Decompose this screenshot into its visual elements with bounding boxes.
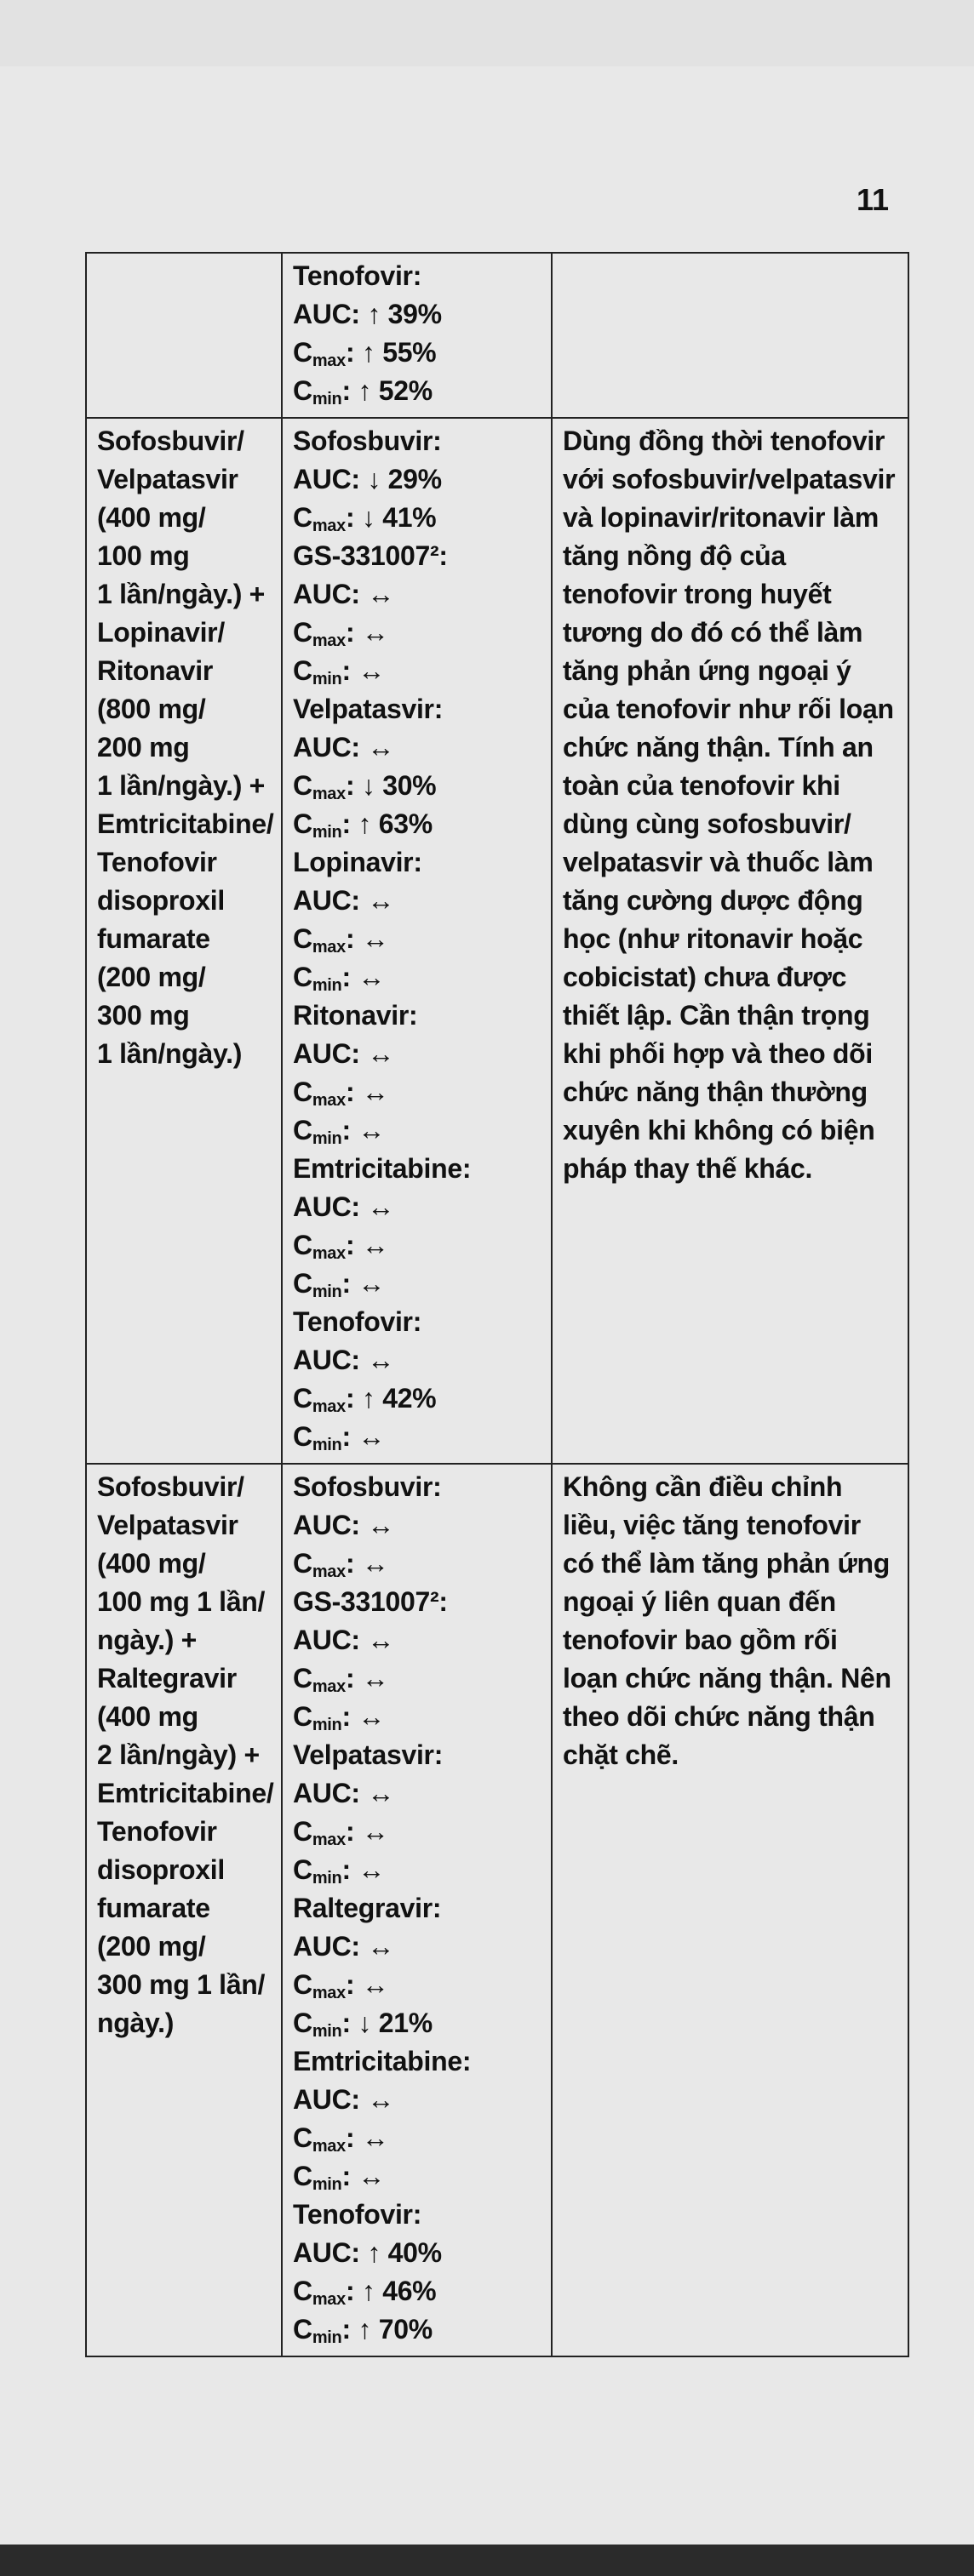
cell-line: $C_{max}$: ↑ 55% xyxy=(293,337,437,370)
cell-line: Ritonavir xyxy=(97,655,213,686)
cell-line: $C_{max}$: ↔ xyxy=(293,1230,389,1263)
cell-line: Lopinavir/ xyxy=(97,617,225,648)
cell-line: $C_{max}$: ↔ xyxy=(293,1077,389,1110)
cell-line: Emtricitabine: xyxy=(293,1153,472,1184)
cell-line: $C_{min}$: ↔ xyxy=(293,2161,386,2194)
cell-line: ngày.) xyxy=(97,2008,175,2038)
cell-line: AUC: ↔ xyxy=(293,1038,395,1069)
cell-line: $C_{min}$: ↔ xyxy=(293,655,386,688)
cell-line: ngày.) + xyxy=(97,1625,198,1655)
cell-line: AUC: ↔ xyxy=(293,2084,395,2115)
cell-line: AUC: ↑ 40% xyxy=(293,2237,442,2268)
cell-line: Sofosbuvir: xyxy=(293,426,442,456)
cell-line: $C_{min}$: ↓ 21% xyxy=(293,2008,433,2041)
cell-line: Velpatasvir xyxy=(97,1510,238,1540)
cell-line: AUC: ↔ xyxy=(293,732,395,763)
effects-cell xyxy=(282,418,552,1464)
cell-line: 1 lần/ngày.) + xyxy=(97,770,266,801)
cell-line: GS-331007²: xyxy=(293,1586,448,1617)
cell-line: $C_{min}$: ↔ xyxy=(293,1701,386,1734)
cell-line: Emtricitabine/ xyxy=(97,1778,274,1808)
combination-cell xyxy=(86,253,282,418)
cell-line: $C_{min}$: ↔ xyxy=(293,1268,386,1301)
cell-line: (400 mg/ xyxy=(97,502,206,533)
cell-line: disoproxil xyxy=(97,1854,225,1885)
cell-line: $C_{min}$: ↔ xyxy=(293,1115,386,1148)
cell-line: $C_{max}$: ↔ xyxy=(293,1663,389,1696)
cell-line: (400 mg/ xyxy=(97,1548,206,1579)
cell-line: AUC: ↑ 39% xyxy=(293,299,442,329)
cell-line: Velpatasvir: xyxy=(293,694,444,724)
page-number: 11 xyxy=(857,182,890,217)
cell-line: 300 mg xyxy=(97,1000,190,1031)
cell-line: $C_{min}$: ↔ xyxy=(293,962,386,995)
table-row xyxy=(86,1464,908,2356)
recommendation-cell xyxy=(552,253,908,418)
cell-line: $C_{max}$: ↓ 30% xyxy=(293,770,437,803)
cell-line: $C_{max}$: ↔ xyxy=(293,617,389,650)
effects-cell xyxy=(282,1464,552,2356)
cell-line: Raltegravir: xyxy=(293,1893,442,1923)
cell-line: AUC: ↔ xyxy=(293,1778,395,1808)
cell-line: AUC: ↔ xyxy=(293,1191,395,1222)
cell-line: Raltegravir xyxy=(97,1663,237,1694)
cell-line: (200 mg/ xyxy=(97,962,206,992)
cell-line: fumarate xyxy=(97,1893,210,1923)
page-bottom-edge xyxy=(0,2545,974,2576)
table-row xyxy=(86,418,908,1464)
cell-line: Ritonavir: xyxy=(293,1000,418,1031)
effects-cell xyxy=(282,253,552,418)
cell-line: 1 lần/ngày.) xyxy=(97,1038,243,1069)
cell-line: Velpatasvir: xyxy=(293,1739,444,1770)
cell-line: $C_{min}$: ↑ 52% xyxy=(293,375,433,408)
cell-line: Sofosbuvir: xyxy=(293,1471,442,1502)
cell-line: Tenofovir: xyxy=(293,1306,422,1337)
cell-line: (800 mg/ xyxy=(97,694,206,724)
cell-line: Velpatasvir xyxy=(97,464,238,494)
combination-cell xyxy=(86,1464,282,2356)
cell-line: 1 lần/ngày.) + xyxy=(97,579,266,609)
cell-line: 200 mg xyxy=(97,732,190,763)
drug-interaction-table xyxy=(85,252,909,2357)
cell-line: 100 mg 1 lần/ xyxy=(97,1586,266,1617)
cell-line: AUC: ↔ xyxy=(293,1625,395,1655)
cell-line: $C_{max}$: ↔ xyxy=(293,1548,389,1581)
cell-line: $C_{min}$: ↑ 63% xyxy=(293,808,433,842)
cell-line: $C_{max}$: ↔ xyxy=(293,1969,389,2002)
cell-line: disoproxil xyxy=(97,885,225,916)
table-row xyxy=(86,253,908,418)
combination-cell xyxy=(86,418,282,1464)
cell-line: 100 mg xyxy=(97,540,190,571)
cell-line: 300 mg 1 lần/ xyxy=(97,1969,266,2000)
cell-line: $C_{max}$: ↑ 42% xyxy=(293,1383,437,1416)
cell-line: fumarate xyxy=(97,923,210,954)
cell-line: GS-331007²: xyxy=(293,540,448,571)
cell-line: $C_{max}$: ↔ xyxy=(293,923,389,957)
cell-line: $C_{max}$: ↑ 46% xyxy=(293,2276,437,2309)
cell-line: Sofosbuvir/ xyxy=(97,426,244,456)
cell-line: Tenofovir: xyxy=(293,2199,422,2230)
cell-line: (200 mg/ xyxy=(97,1931,206,1962)
cell-line: Sofosbuvir/ xyxy=(97,1471,244,1502)
cell-line: AUC: ↔ xyxy=(293,1931,395,1962)
cell-line: Lopinavir: xyxy=(293,847,422,877)
cell-line: $C_{min}$: ↔ xyxy=(293,1854,386,1888)
cell-line: AUC: ↔ xyxy=(293,579,395,609)
cell-line: $C_{min}$: ↑ 70% xyxy=(293,2314,433,2347)
recommendation-cell: Dùng đồng thời tenofovir với sofosbuvir/velpatasvir và lopinavir/ritonavir làm tăng nồng độ của tenofovir trong huyết tương do đó có thể làm tăng phản ứng ngoại ý của tenofovir như rối loạn chức năng thận. Tính an toàn của tenofovir khi dùng cùng sofosbuvir/ velpatasvir và thuốc làm tăng cường dược động học (như ritonavir hoặc cobicistat) chưa được thiết lập. Cần thận trọng khi phối hợp và theo dõi chức năng thận thường xuyên khi không có biện pháp thay thế khác. xyxy=(552,418,908,1464)
cell-line: Emtricitabine/ xyxy=(97,808,274,839)
recommendation-cell: Không cần điều chỉnh liều, việc tăng tenofovir có thể làm tăng phản ứng ngoại ý liên quan đến tenofovir bao gồm rối loạn chức năng thận. Nên theo dõi chức năng thận chặt chẽ. xyxy=(552,1464,908,2356)
cell-line: AUC: ↔ xyxy=(293,1510,395,1540)
cell-line: $C_{max}$: ↔ xyxy=(293,2122,389,2156)
page-top-background xyxy=(0,0,974,66)
cell-line: AUC: ↔ xyxy=(293,885,395,916)
cell-line: AUC: ↓ 29% xyxy=(293,464,442,494)
cell-line: 2 lần/ngày) + xyxy=(97,1739,260,1770)
cell-line: Emtricitabine: xyxy=(293,2046,472,2076)
cell-line: Tenofovir: xyxy=(293,260,422,291)
cell-line: $C_{min}$: ↔ xyxy=(293,1421,386,1454)
cell-line: $C_{max}$: ↓ 41% xyxy=(293,502,437,535)
cell-line: $C_{max}$: ↔ xyxy=(293,1816,389,1849)
cell-line: AUC: ↔ xyxy=(293,1345,395,1375)
cell-line: Tenofovir xyxy=(97,1816,217,1847)
cell-line: Tenofovir xyxy=(97,847,217,877)
cell-line: (400 mg xyxy=(97,1701,198,1732)
